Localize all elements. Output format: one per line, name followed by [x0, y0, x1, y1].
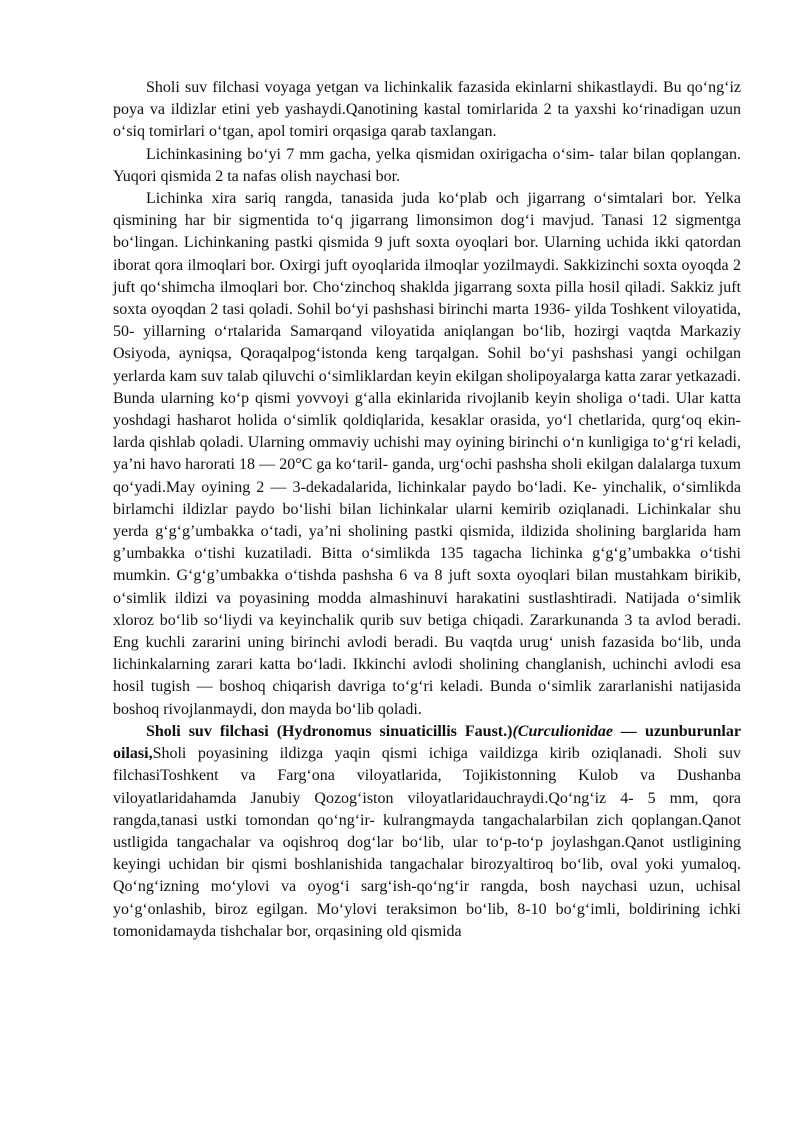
paragraph-larva-size: Lichinkasining bo‘yi 7 mm gacha, yelka qismidan oxirigacha o‘sim- talar bilan qoplangan. Yuqori qismida 2 ta nafas olish naychasi bor. — [113, 145, 741, 185]
species-description: Sholi poyasining ildizga yaqin qismi ichiga vaildizga kirib oziqlanadi. Sholi suv filchasiToshkent va Farg‘ona viloyatlarida, Tojikistonning Kulob va Dushanba viloyatlaridahamda Janubiy Qozog‘iston viloyatlaridauchraydi.Qo‘ng‘iz 4- 5 mm, qora rangda,tanasi ustki tomondan qo‘ng‘ir- kulrangmayda tangachalarbilan zich qoplangan.Qanot ustligida tangachalar va oqishroq dog‘lar bo‘lib, ular to‘p-to‘p joylashgan.Qanot ustligining keyingi uchidan bir qismi boshlanishida tangachalar birozyaltiroq bo‘lib, oval yoki yumaloq. Qo‘ng‘izning mo‘ylovi va oyog‘i sarg‘ish-qo‘ng‘ir rangda, bosh naychasi uzun, uchisal yo‘g‘onlashib, biroz egilgan. Mo‘ylovi teraksimon bo‘lib, 8-10 bo‘g‘imli, boldirining ichki tomonidamayda tishchalar bor, orqasining old qismida — [113, 745, 741, 940]
paragraph-rice-weevil — [113, 721, 741, 943]
paragraph-larva-description: Lichinka xira sariq rangda, tanasida juda ko‘plab och jigarrang o‘simtalari bor. Yelka qismining har bir sigmentida to‘q jigarrang limonsimon dog‘i mavjud. Tanasi 12 sigmentga bo‘lingan. Lichinkaning pastki qismida 9 juft soxta oyoqlari bor. Ularning uchida ikki qatordan iborat qora ilmoqlari bor. Oxirgi juft oyoqlarida ilmoqlar yozilmaydi. Sakkizinchi soxta oyoqda 2 juft qo‘shimcha ilmoqlari bor. Cho‘zinchoq shaklda jigarrang soxta pilla hosil qiladi. Sakkiz juft soxta oyoqdan 2 tasi qoladi. Sohil bo‘yi pashshasi birinchi marta 1936- yilda Toshkent viloyatida, 50- yillarning o‘rtalarida Samarqand viloyatida aniqlangan bo‘lib, hozirgi vaqtda Markaziy Osiyoda, ayniqsa, Qoraqalpog‘istonda keng tarqalgan. Sohil bo‘yi pashshasi yangi ochilgan yerlarda kam suv talab qiluvchi o‘simliklardan keyin ekilgan sholipoyalarga katta zarar yetkazadi. Bunda ularning ko‘p qismi yovvoyi g‘alla ekinlarida rivojlanib keyin sholiga o‘tadi. Ular katta yoshdagi hasharot holida o‘simlik qoldiqlarida, kesaklar orasida, yo‘l chetlarida, qurg‘oq ekin- larda qishlab qoladi. Ularning ommaviy uchishi may oyining birinchi o‘n kunligiga to‘g‘ri keladi, ya’ni havo harorati 18 — 20°C ga ko‘taril- ganda, urg‘ochi pashsha sholi ekilgan dalalarga tuxum qo‘yadi.May oyining 2 — 3-dekadalarida, lichinkalar paydo bo‘ladi. Ke- yinchalik, o‘simlikda birlamchi ildizlar paydo bo‘lishi bilan lichinkalar ularni kemirib oziqlanadi. Lichinkalar shu yerda g‘g‘g’umbakka o‘tadi, ya’ni sholining pastki qismida, ildizida sholining barglarida ham g’umbakka o‘tishi kuzatiladi. Bitta o‘simlikda 135 tagacha lichinka g‘g‘g’umbakka o‘tishi mumkin. G‘g‘g’umbakka o‘tishda pashsha 6 va 8 juft soxta oyoqlari bilan mustahkam birikib, o‘simlik ildizi va poyasining modda almashinuvi harakatini sustlashtiradi. Natijada o‘simlik xloroz bo‘lib so‘liydi va keyinchalik qurib suv betiga chiqadi. Zararkunanda 3 ta avlod beradi. Eng kuchli zararini uning birinchi avlodi beradi. Bu vaqtda urug‘ unish fazasida bo‘lib, unda lichinkalarning zarari katta bo‘ladi. Ikkinchi avlodi sholining changlanish, uchinchi avlodi esa hosil tugish — boshoq chiqarish davriga to‘g‘ri keladi. Bunda o‘simlik zararlanishi natijasida boshoq rivojlanmaydi, don mayda bo‘lib qoladi. — [113, 190, 741, 718]
family-latin-name: (Curculionidae — — [512, 722, 637, 740]
paragraph-adult-damage: Sholi suv filchasi voyaga yetgan va lichinkalik fazasida ekinlarni shikastlaydi. Bu qo‘ng‘iz poya va ildizlar etini yeb yashaydi.Qanotining kastal tomirlarida 2 ta yaxshi ko‘rinadigan uzun o‘siq tomirlari o‘tgan, apol tomiri orqasiga qarab taxlangan. — [113, 79, 741, 141]
family-local-name: uzunburunlar oilasi, — [113, 722, 741, 763]
species-title: Sholi suv filchasi (Hydronomus sinuaticillis Faust.) — [146, 722, 513, 740]
body-text — [113, 77, 741, 943]
